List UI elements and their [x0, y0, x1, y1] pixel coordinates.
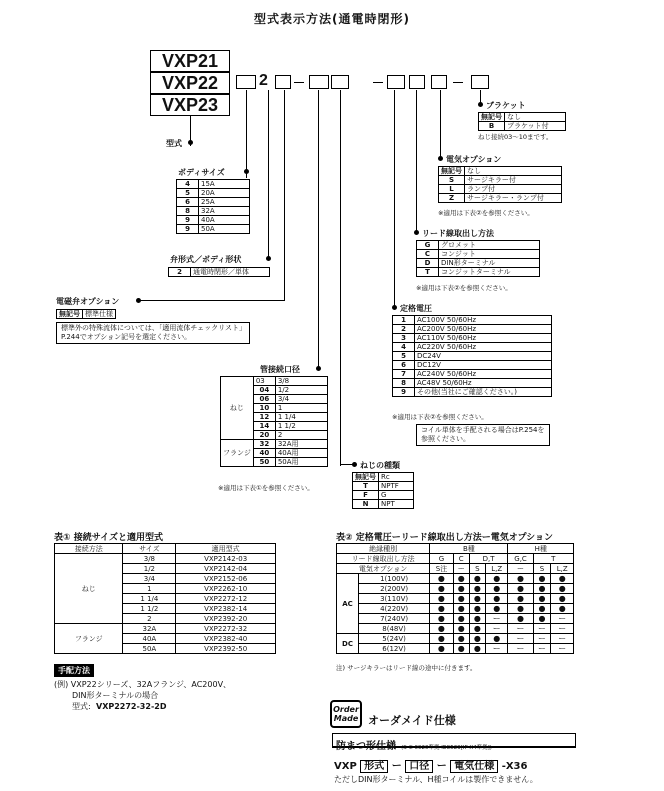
formula-part-elec: 電気仕様 [450, 760, 498, 773]
dash [294, 82, 304, 83]
connector-line [416, 90, 417, 232]
fixed-digit: 2 [259, 72, 268, 89]
lead-wire-note: ※適用は下表②を参照ください。 [416, 284, 512, 292]
connector-line [394, 90, 395, 308]
table2-title: 表② 定格電圧ーリード線取出し方法ー電気オプション [336, 533, 553, 543]
bullet [392, 305, 397, 310]
page-title: 型式表示方法(通電時閉形) [254, 12, 410, 26]
bracket-table: 無記号 なし B ブラケット付 [478, 112, 566, 131]
connector-line [340, 464, 354, 465]
ordering-line-2: DIN形ターミナルの場合 [72, 691, 159, 700]
slot-body-size [236, 75, 256, 89]
spec-bar [332, 733, 576, 752]
slot-thread [331, 75, 349, 89]
connector-line [284, 90, 285, 300]
elec-option-note: ※適用は下表②を参照ください。 [438, 209, 534, 217]
connector-line [268, 90, 269, 258]
model-label: 型式 [166, 139, 182, 148]
voltage-note: ※適用は下表②を参照ください。 [392, 413, 488, 421]
slot-bracket [471, 75, 489, 89]
model-vxp22: VXP22 [150, 72, 230, 94]
bullet [478, 102, 483, 107]
slot-voltage [387, 75, 405, 89]
valve-type-label: 弁形式／ボディ形状 [170, 255, 242, 264]
connector-line [318, 90, 319, 370]
connector-line [340, 90, 341, 466]
voltage-box-note: コイル単体を手配される場合はP.254を参照ください。 [416, 424, 550, 446]
bullet [136, 298, 141, 303]
slot-solenoid [275, 75, 291, 89]
voltage-label: 定格電圧 [400, 304, 432, 313]
bullet [266, 256, 271, 261]
solenoid-note: 標準外の特殊流体については、「適用流体チェックリスト」P.244でオプション記号を選定ください。 [56, 322, 250, 344]
formula-suffix: -X36 [501, 761, 528, 772]
port-size-note: ※適用は下表①を参照ください。 [218, 484, 314, 492]
voltage-table: 1 AC100V 50/60Hz 2 AC200V 50/60Hz 3 AC110V 50/60Hz 4 AC220V 50/60Hz 5 DC24V 6 DC12V 7 AC240V 50/60Hz 8 AC48V 50/60Hz 9 その他(当社にご確認ください。) [392, 315, 552, 397]
slot-elec [431, 75, 447, 89]
bullet [414, 230, 419, 235]
model-vxp21: VXP21 [150, 50, 230, 72]
table2-note: 注) サージキラーはリード線の途中に付きます。 [336, 664, 477, 672]
port-size-label: 管接続口径 [260, 365, 300, 374]
table2: 絶縁種別 B種 H種 リード線取出し方法 G C D,T G,C T 電気オプション S注 ー S L,Z ー S L,Z AC 1(100V) ● ● ● ● ● ● ● 2(200V) ● ● ● ● ● ● ● 3(110V) ● ● ● ● ● ● ● 4(220V) ● ● ● ● ● ● ● 7(240V) ● ● ● ー ● ● ー 8(48V) ● ● ● ー ー ー ー DC 5(24V) ● ● ● ● ー ー ー 6(12V) ● ● ● ー ー ー ー [336, 543, 574, 654]
bullet [244, 169, 249, 174]
elec-option-label: 電気オプション [446, 155, 502, 164]
ordering-label: 手配方法 [54, 664, 94, 677]
port-size-table: ねじ 03 3/8 04 1/2 06 3/4 10 1 12 1 1/4 14 1 1/2 20 2 フランジ 32 32A用 40 40A用 50 50A用 [220, 376, 328, 467]
connector-line [140, 300, 285, 301]
thread-table: 無記号 Rc T NPTF F G N NPT [352, 472, 414, 509]
formula-prefix: VXP [334, 761, 357, 772]
bullet [438, 156, 443, 161]
order-made-label: オーダメイド仕様 [368, 714, 456, 727]
slot-port [309, 75, 329, 89]
formula-part-type: 形式 [360, 760, 388, 773]
ordering-example-label: 型式: [72, 702, 91, 711]
connector-line [440, 90, 441, 158]
table1-title: 表① 接続サイズと適用型式 [54, 533, 164, 543]
order-made-note: ただしDIN形ターミナル、H種コイルは製作できません。 [334, 775, 538, 784]
elec-option-table: 無記号 なし S サージキラー付 L ランプ付 Z サージキラー・ランプ付 [438, 166, 562, 203]
solenoid-option-label: 電磁弁オプション [56, 297, 120, 306]
spec-name: 防まつ形仕様 [336, 741, 396, 752]
valve-type-table: 2 通電時閉形／単体 [168, 267, 270, 277]
formula: VXP 形式 ー 口径 ー 電気仕様 -X36 [334, 761, 528, 772]
body-size-table: 4 15A 5 20A 6 25A 8 32A 9 40A 9 50A [176, 179, 250, 234]
table1: 接続方法 サイズ 適用型式 ねじ 3/8 VXP2142-03 1/2 VXP2142-04 3/4 VXP2152-06 1 VXP2262-10 1 1/4 VXP2272-12 1 1/2 VXP2382-14 2 VXP2392-20 フランジ 32A VXP2272-32 40A VXP2382-40 50A VXP2392-50 [54, 543, 276, 654]
dash [453, 82, 463, 83]
spec-ref: (S-C-0920準拠 IEC529[IP-X4準拠]) [401, 745, 492, 751]
bracket-label: ブラケット [486, 101, 526, 110]
ordering-line-1: (例) VXP22シリーズ、32Aフランジ、AC200V、 [54, 680, 232, 689]
order-made-badge: Order Made [330, 700, 362, 728]
ordering-example: VXP2272-32-2D [96, 702, 167, 711]
bracket-note: ねじ接続03〜10まです。 [478, 133, 553, 141]
model-vxp23: VXP23 [150, 94, 230, 116]
connector-line [246, 90, 247, 178]
lead-wire-table: G グロメット C コンジット D DIN形ターミナル T コンジットターミナル [416, 240, 540, 277]
dash [373, 82, 383, 83]
solenoid-option-table: 無記号 標準仕様 [56, 309, 116, 319]
lead-wire-label: リード線取出し方法 [422, 229, 494, 238]
formula-part-port: 口径 [405, 760, 433, 773]
thread-label: ねじの種類 [360, 461, 400, 470]
bullet [316, 366, 321, 371]
slot-lead [409, 75, 425, 89]
body-size-label: ボディサイズ [178, 168, 225, 177]
bullet [188, 140, 193, 145]
